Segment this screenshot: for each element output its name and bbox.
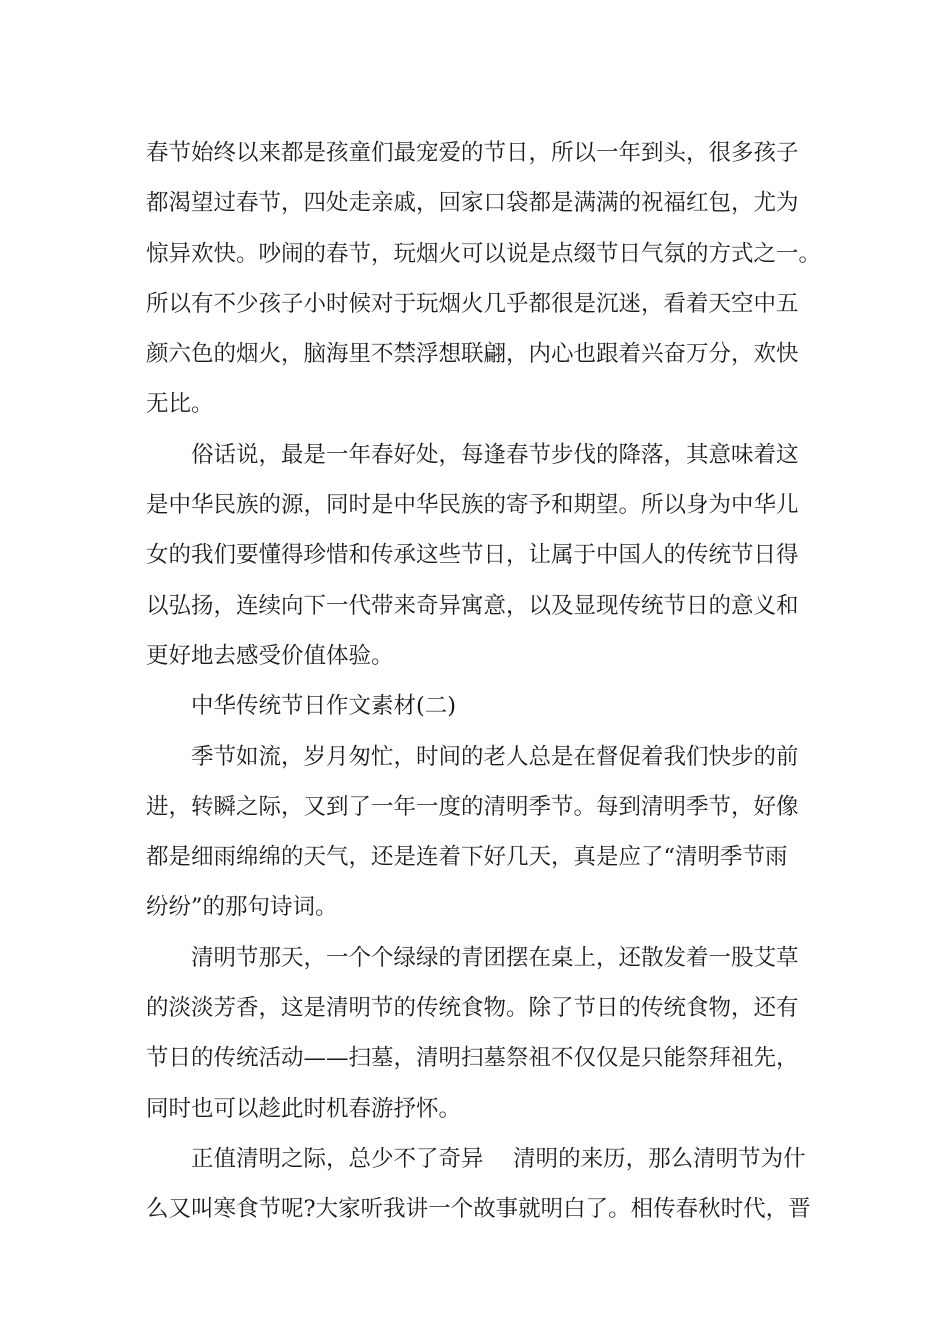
text-line: 是中华民族的源，同时是中华民族的寄予和期望。所以身为中华儿 xyxy=(146,492,799,519)
document-body xyxy=(146,128,826,1235)
section-heading: 中华传统节日作文素材(二) xyxy=(191,693,457,720)
text-line: 惊异欢快。吵闹的春节，玩烟火可以说是点缀节日气氛的方式之一。 xyxy=(146,240,822,267)
text-line: 以弘扬，连续向下一代带来奇异寓意，以及显现传统节日的意义和 xyxy=(146,592,799,619)
text-line: 女的我们要懂得珍惜和传承这些节日，让属于中国人的传统节日得 xyxy=(146,542,799,569)
text-line: 都渴望过春节，四处走亲戚，回家口袋都是满满的祝福红包，尤为 xyxy=(146,190,799,217)
text-line: 纷纷”的那句诗词。 xyxy=(146,894,338,921)
text-line: 春节始终以来都是孩童们最宠爱的节日，所以一年到头，很多孩子 xyxy=(146,140,799,166)
text-line: 的淡淡芳香，这是清明节的传统食物。除了节日的传统食物，还有 xyxy=(146,995,799,1022)
text-line: 同时也可以趁此时机春游抒怀。 xyxy=(146,1095,462,1122)
text-line: 么又叫寒食节呢?大家听我讲一个故事就明白了。相传春秋时代，晋 xyxy=(146,1196,811,1223)
text-line: 都是细雨绵绵的天气，还是连着下好几天，真是应了“清明季节雨 xyxy=(146,844,788,871)
text-line: 正值清明之际，总少不了奇异 清明的来历，那么清明节为什 xyxy=(191,1145,806,1172)
text-line: 俗话说，最是一年春好处，每逢春节步伐的降落，其意味着这 xyxy=(191,441,799,468)
text-line: 无比。 xyxy=(146,391,214,418)
text-line: 进，转瞬之际，又到了一年一度的清明季节。每到清明季节，好像 xyxy=(146,793,799,820)
text-line: 季节如流，岁月匆忙，时间的老人总是在督促着我们快步的前 xyxy=(191,743,799,770)
text-line: 所以有不少孩子小时候对于玩烟火几乎都很是沉迷，看着天空中五 xyxy=(146,290,799,317)
text-line: 清明节那天，一个个绿绿的青团摆在桌上，还散发着一股艾草 xyxy=(191,944,799,971)
text-line: 颜六色的烟火，脑海里不禁浮想联翩，内心也跟着兴奋万分，欢快 xyxy=(146,341,799,368)
text-line: 节日的传统活动——扫墓，清明扫墓祭祖不仅仅是只能祭拜祖先， xyxy=(146,1045,799,1072)
text-line: 更好地去感受价值体验。 xyxy=(146,642,394,669)
